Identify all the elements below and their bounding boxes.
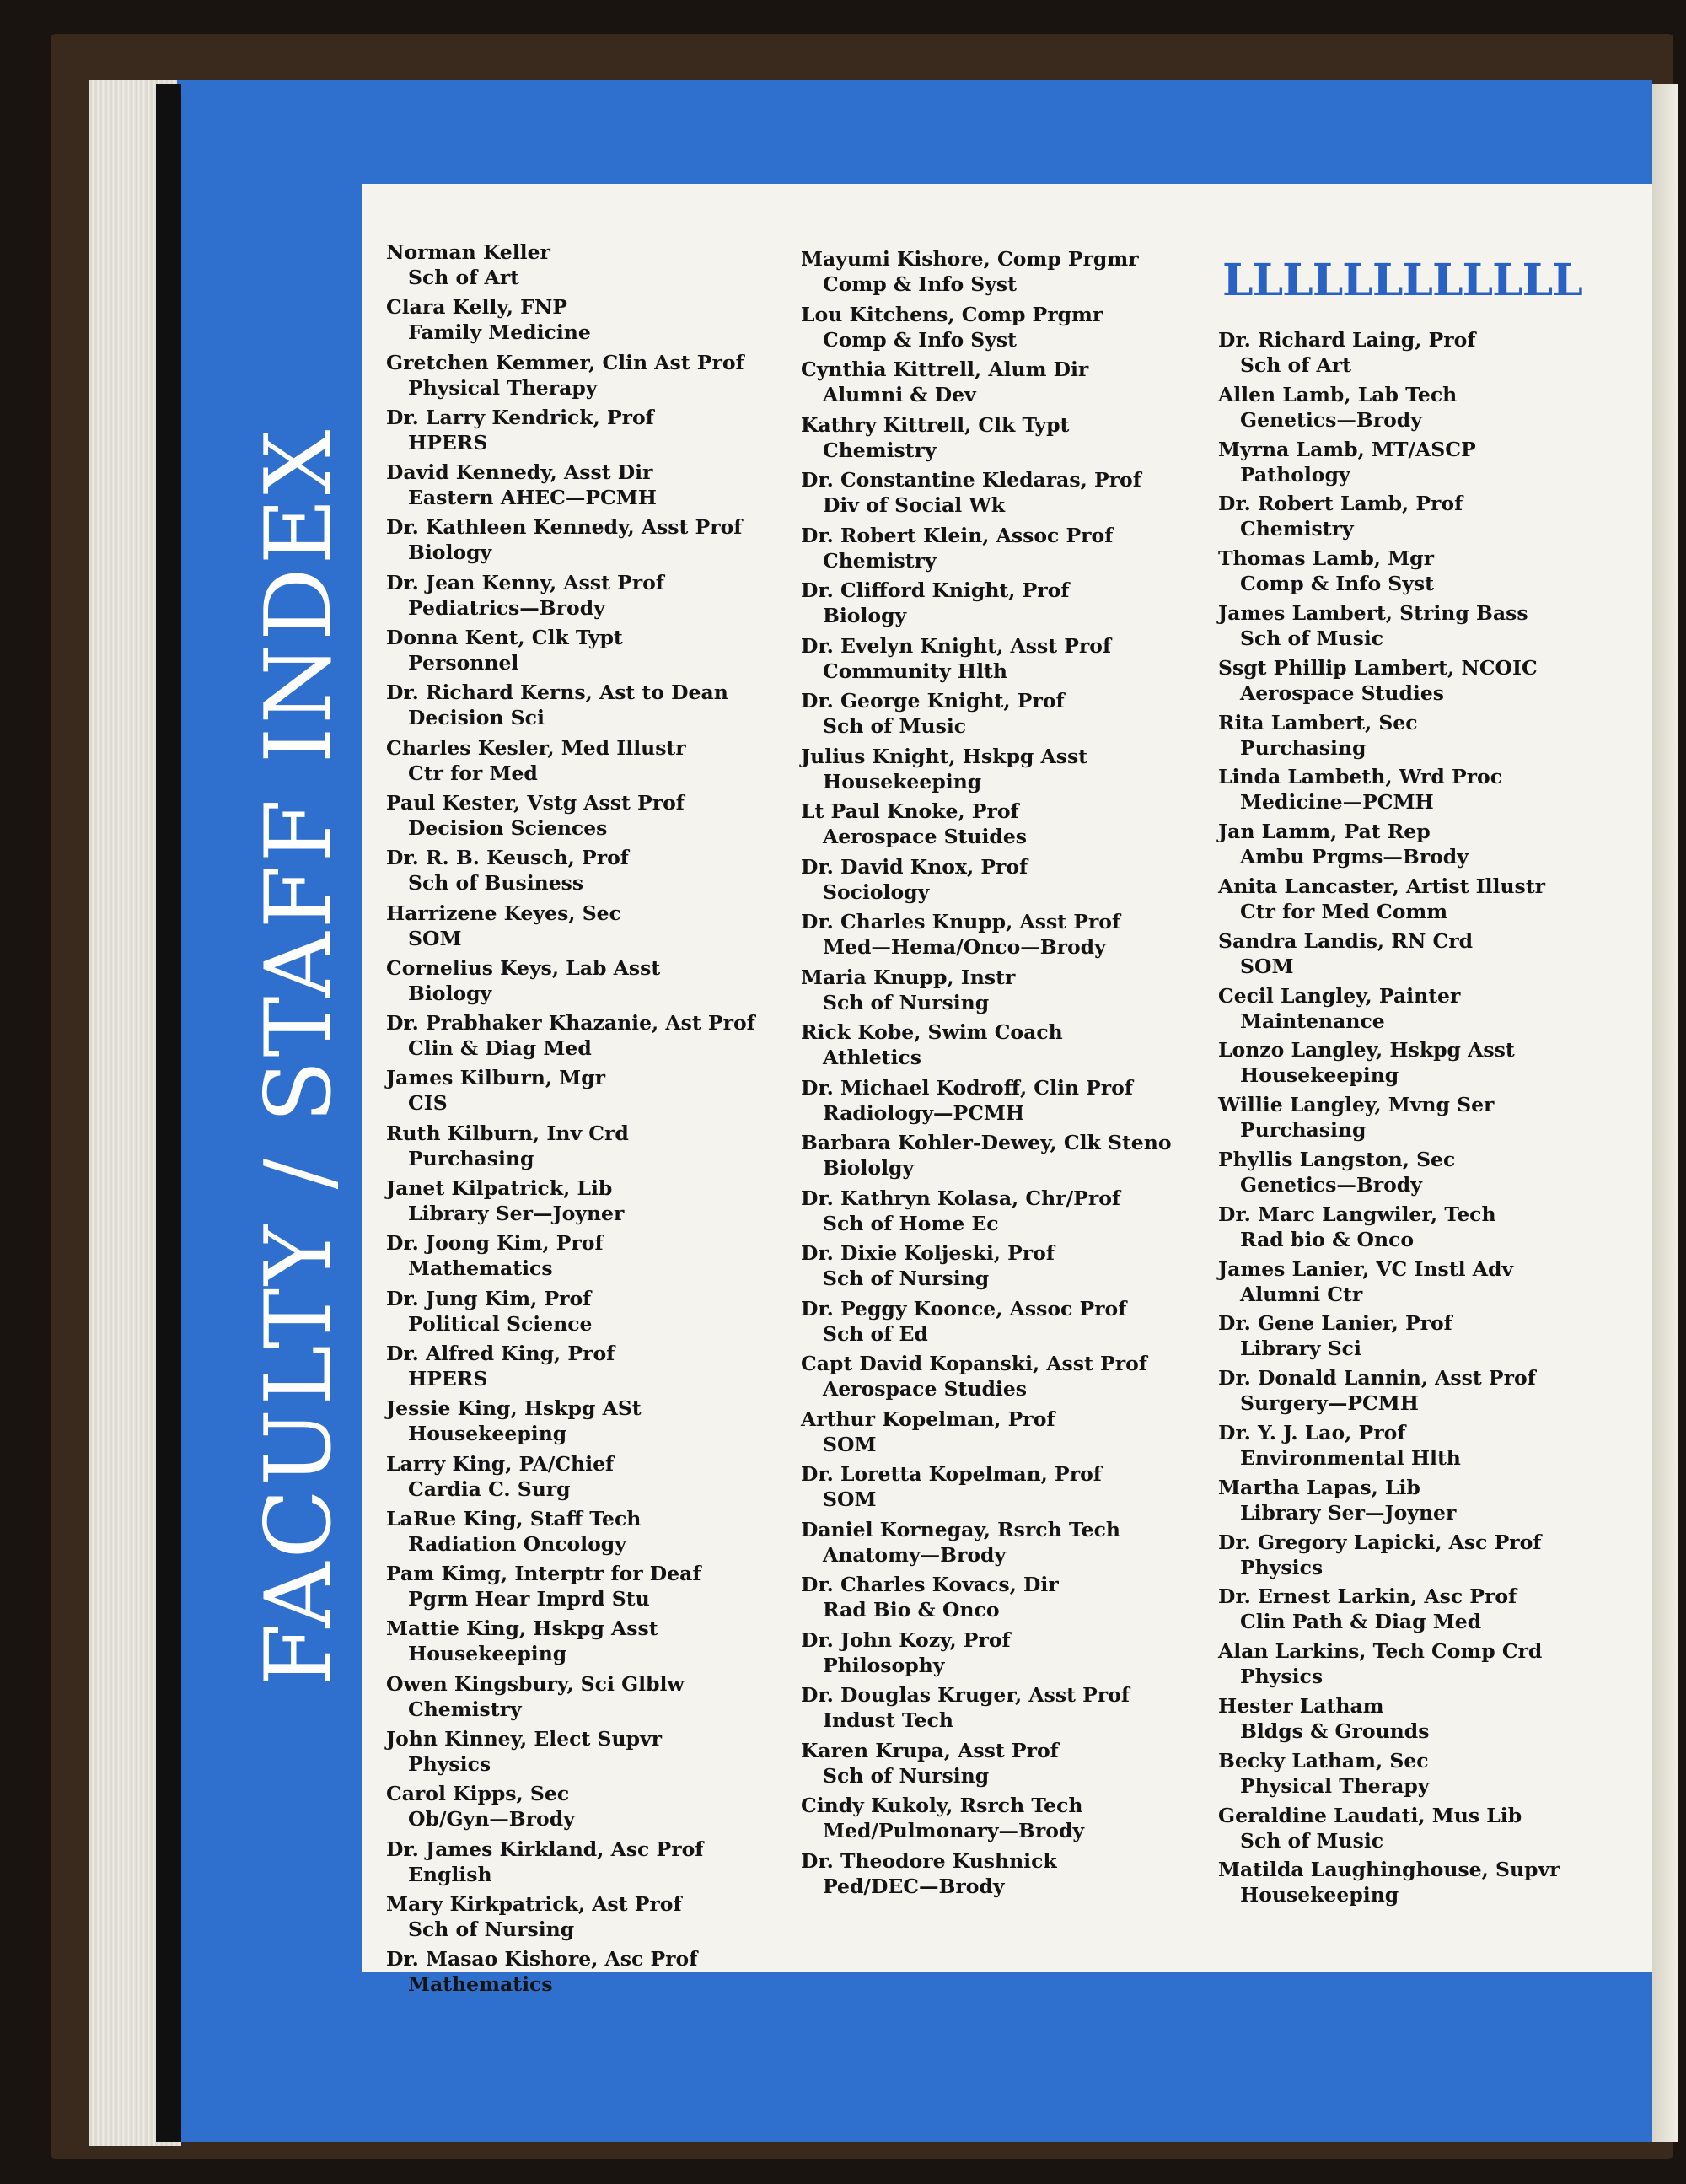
- index-entry: [1218, 928, 1623, 983]
- index-entry: [801, 1627, 1205, 1683]
- entry-department: Eastern AHEC—PCMH: [408, 486, 657, 510]
- entry-department: Sch of Art: [408, 266, 519, 289]
- index-entry: [1218, 437, 1623, 492]
- entry-department: Purchasing: [1240, 735, 1367, 760]
- entry-department: Alumni & Dev: [823, 383, 976, 406]
- index-entry: [386, 1451, 791, 1506]
- index-entry: [386, 1671, 791, 1726]
- entry-name: Dr. Douglas Kruger, Asst Prof: [801, 1683, 1130, 1707]
- index-entry: [1218, 1693, 1623, 1748]
- index-entry: [801, 1075, 1205, 1131]
- index-entry: [801, 1019, 1205, 1075]
- entry-name: Maria Knupp, Instr: [801, 965, 1016, 989]
- entry-name: Dr. Clifford Knight, Prof: [801, 578, 1070, 602]
- index-entry: [386, 1726, 791, 1781]
- entry-name: Dr. Charles Kovacs, Dir: [801, 1573, 1059, 1596]
- entry-department: HPERS: [408, 430, 488, 455]
- entry-name: Rita Lambert, Sec: [1218, 710, 1418, 734]
- entry-name: Capt David Kopanski, Asst Prof: [801, 1352, 1147, 1375]
- entry-name: Myrna Lamb, MT/ASCP: [1218, 437, 1476, 461]
- entry-department: Housekeeping: [1240, 1883, 1399, 1907]
- index-entry: [1218, 1803, 1623, 1858]
- entry-name: Dr. Peggy Koonce, Assoc Prof: [801, 1296, 1127, 1321]
- entry-name: Owen Kingsbury, Sci Glblw: [386, 1671, 685, 1696]
- index-entry: [386, 350, 791, 405]
- entry-department: Community Hlth: [823, 659, 1007, 683]
- index-entry: [386, 1561, 791, 1616]
- entry-department: HPERS: [408, 1366, 488, 1391]
- entry-department: Housekeeping: [823, 769, 982, 793]
- index-entry: [801, 1738, 1205, 1794]
- entry-name: Hester Latham: [1218, 1693, 1384, 1718]
- index-entry: [386, 460, 791, 514]
- index-entry: [1218, 1365, 1623, 1420]
- index-entry: [1218, 491, 1623, 546]
- entry-department: SOM: [1240, 954, 1294, 978]
- entry-department: Environmental Hlth: [1240, 1445, 1461, 1470]
- entry-name: Norman Keller: [386, 240, 550, 264]
- entry-name: Matilda Laughinghouse, Supvr: [1218, 1858, 1560, 1882]
- entry-name: Jessie King, Hskpg ASt: [386, 1396, 642, 1421]
- entry-department: Comp & Info Syst: [823, 272, 1018, 296]
- entry-name: Martha Lapas, Lib: [1218, 1475, 1420, 1499]
- entry-department: Biology: [408, 541, 492, 565]
- index-entry: [386, 514, 791, 569]
- entry-name: James Kilburn, Mgr: [386, 1066, 606, 1090]
- entry-name: Phyllis Langston, Sec: [1218, 1147, 1456, 1171]
- entry-department: Maintenance: [1240, 1009, 1385, 1033]
- entry-department: Rad Bio & Onco: [823, 1598, 1000, 1622]
- entry-department: Ctr for Med Comm: [1240, 899, 1448, 923]
- entry-name: Ssgt Phillip Lambert, NCOIC: [1218, 655, 1538, 680]
- index-entry: [801, 302, 1205, 358]
- index-entry: [1218, 819, 1623, 874]
- entry-name: Mary Kirkpatrick, Ast Prof: [386, 1891, 682, 1916]
- entry-department: Med—Hema/Onco—Brody: [823, 935, 1106, 959]
- entry-department: Genetics—Brody: [1240, 1172, 1422, 1197]
- entry-name: Dr. Joong Kim, Prof: [386, 1231, 604, 1256]
- entry-name: Pam Kimg, Interptr for Deaf: [386, 1562, 701, 1586]
- index-entry: [386, 405, 791, 460]
- index-entry: [386, 955, 791, 1010]
- index-entry: [1218, 1584, 1623, 1638]
- index-entry: [801, 523, 1205, 578]
- index-entry: [386, 680, 791, 734]
- entry-name: Dr. Loretta Kopelman, Prof: [801, 1462, 1102, 1486]
- entry-name: Dr. Y. J. Lao, Prof: [1218, 1420, 1406, 1444]
- entry-name: Charles Kesler, Med Illustr: [386, 735, 686, 760]
- entry-department: Sch of Nursing: [823, 990, 990, 1014]
- entry-name: James Lambert, String Bass: [1218, 600, 1528, 625]
- entry-department: Library Ser—Joyner: [1240, 1500, 1457, 1525]
- entry-department: Medicine—PCMH: [1240, 790, 1434, 815]
- index-entry: [801, 854, 1205, 910]
- index-column-2: [801, 246, 1205, 1903]
- index-entry: [801, 1186, 1205, 1241]
- index-entry: [386, 845, 791, 900]
- entry-name: Dr. John Kozy, Prof: [801, 1627, 1011, 1652]
- entry-department: Pediatrics—Brody: [408, 595, 605, 620]
- entry-department: Bldgs & Grounds: [1240, 1719, 1430, 1743]
- index-entry: [1218, 1748, 1623, 1803]
- entry-name: Dr. George Knight, Prof: [801, 689, 1065, 713]
- index-entry: [801, 1572, 1205, 1627]
- entry-department: Aerospace Stuides: [823, 825, 1028, 848]
- index-entry: [386, 1837, 791, 1891]
- entry-department: Comp & Info Syst: [823, 327, 1018, 352]
- entry-name: Allen Lamb, Lab Tech: [1218, 382, 1458, 406]
- index-entry: [801, 1517, 1205, 1573]
- entry-name: Cecil Langley, Painter: [1218, 983, 1461, 1008]
- entry-department: Indust Tech: [823, 1708, 953, 1732]
- entry-name: Janet Kilpatrick, Lib: [386, 1176, 613, 1201]
- entry-name: Carol Kipps, Sec: [386, 1782, 570, 1806]
- entry-department: Sch of Ed: [823, 1321, 928, 1346]
- entry-name: James Lanier, VC Instl Adv: [1218, 1256, 1514, 1281]
- entry-name: Cynthia Kittrell, Alum Dir: [801, 358, 1089, 381]
- index-entry: [1218, 710, 1623, 765]
- entry-name: Thomas Lamb, Mgr: [1218, 546, 1434, 571]
- index-entry: [1218, 1310, 1623, 1365]
- index-entry: [801, 1461, 1205, 1517]
- entry-name: Rick Kobe, Swim Coach: [801, 1020, 1063, 1044]
- entry-name: Cornelius Keys, Lab Asst: [386, 955, 661, 980]
- index-entry: [1218, 1475, 1623, 1530]
- entry-department: CIS: [408, 1091, 448, 1116]
- entry-department: Surgery—PCMH: [1240, 1391, 1419, 1416]
- entry-name: Dr. Alfred King, Prof: [386, 1341, 615, 1365]
- entry-department: Genetics—Brody: [1240, 407, 1422, 432]
- entry-department: Housekeeping: [1240, 1063, 1399, 1088]
- entry-department: Cardia C. Surg: [408, 1477, 571, 1501]
- entry-department: Athletics: [823, 1046, 921, 1069]
- entry-department: Pgrm Hear Imprd Stu: [408, 1587, 650, 1611]
- index-entry: [386, 1781, 791, 1836]
- entry-name: Dr. James Kirkland, Asc Prof: [386, 1837, 704, 1861]
- entry-name: Dr. Marc Langwiler, Tech: [1218, 1202, 1496, 1226]
- index-entry: [801, 744, 1205, 799]
- entry-department: Sociology: [823, 880, 930, 904]
- index-column-3: [1218, 327, 1623, 1912]
- entry-department: Med/Pulmonary—Brody: [823, 1819, 1085, 1842]
- entry-department: Aerospace Studies: [823, 1377, 1028, 1401]
- index-entry: [1218, 382, 1623, 437]
- entry-name: Cindy Kukoly, Rsrch Tech: [801, 1794, 1083, 1817]
- index-entry: [1218, 764, 1623, 819]
- index-entry: [801, 1682, 1205, 1738]
- entry-name: Arthur Kopelman, Prof: [801, 1407, 1055, 1431]
- entry-department: Sch of Music: [823, 714, 967, 738]
- index-entry: [1218, 1147, 1623, 1202]
- book-spine: [156, 84, 181, 2142]
- entry-department: Radiation Oncology: [408, 1531, 626, 1556]
- index-entry: [386, 1175, 791, 1230]
- entry-name: Dr. Dixie Koljeski, Prof: [801, 1241, 1055, 1265]
- index-entry: [386, 570, 791, 625]
- index-entry: [1218, 1420, 1623, 1475]
- entry-department: Sch of Business: [408, 871, 584, 896]
- index-entry: [801, 799, 1205, 854]
- entry-department: Sch of Nursing: [823, 1267, 990, 1290]
- entry-department: Decision Sci: [408, 706, 545, 730]
- entry-department: Physics: [408, 1752, 491, 1777]
- index-entry: [386, 1341, 791, 1396]
- index-entry: [1218, 327, 1623, 382]
- index-entry: [1218, 1857, 1623, 1912]
- entry-department: Ctr for Med: [408, 761, 538, 785]
- index-entry: [1218, 1256, 1623, 1311]
- entry-department: Sch of Home Ec: [823, 1211, 999, 1235]
- entry-department: Physics: [1240, 1555, 1324, 1579]
- entry-name: Barbara Kohler-Dewey, Clk Steno: [801, 1131, 1172, 1154]
- entry-name: Karen Krupa, Asst Prof: [801, 1738, 1059, 1762]
- entry-department: Chemistry: [823, 548, 937, 573]
- entry-department: SOM: [408, 926, 462, 950]
- index-entry: [1218, 600, 1623, 655]
- entry-department: Clin Path & Diag Med: [1240, 1610, 1482, 1634]
- entry-department: Chemistry: [1240, 517, 1354, 541]
- entry-name: Dr. Jean Kenny, Asst Prof: [386, 570, 664, 594]
- entry-department: Aerospace Studies: [1240, 680, 1445, 705]
- index-entry: [386, 790, 791, 845]
- entry-name: Dr. Larry Kendrick, Prof: [386, 405, 654, 429]
- index-entry: [1218, 1037, 1623, 1092]
- entry-name: Larry King, PA/Chief: [386, 1451, 615, 1476]
- index-entry: [386, 1286, 791, 1341]
- entry-department: Housekeeping: [408, 1642, 567, 1666]
- entry-department: Sch of Music: [1240, 626, 1384, 650]
- index-entry: [386, 1065, 791, 1120]
- letter-header: LLLLLLLLLLLL: [1222, 255, 1582, 306]
- index-entry: [801, 1407, 1205, 1462]
- index-entry: [386, 1396, 791, 1450]
- entry-department: Purchasing: [408, 1146, 534, 1170]
- entry-name: Donna Kent, Clk Typt: [386, 626, 623, 650]
- entry-name: Lt Paul Knoke, Prof: [801, 799, 1019, 823]
- index-entry: [386, 625, 791, 680]
- entry-department: Library Sci: [1240, 1337, 1361, 1361]
- entry-department: Ambu Prgms—Brody: [1240, 845, 1469, 869]
- entry-name: Dr. Constantine Kledaras, Prof: [801, 468, 1141, 492]
- entry-name: Dr. Richard Kerns, Ast to Dean: [386, 680, 728, 705]
- entry-name: Kathry Kittrell, Clk Typt: [801, 412, 1070, 437]
- entry-department: Mathematics: [408, 1256, 553, 1281]
- entry-department: Political Science: [408, 1311, 593, 1336]
- entry-name: Dr. Evelyn Knight, Asst Prof: [801, 633, 1112, 658]
- entry-name: Julius Knight, Hskpg Asst: [801, 744, 1088, 768]
- entry-name: Dr. Michael Kodroff, Clin Prof: [801, 1075, 1133, 1100]
- entry-department: Biololgy: [823, 1156, 915, 1180]
- entry-name: Anita Lancaster, Artist Illustr: [1218, 874, 1546, 898]
- entry-name: Clara Kelly, FNP: [386, 295, 567, 320]
- index-entry: [1218, 1638, 1623, 1693]
- entry-name: Jan Lamm, Pat Rep: [1218, 820, 1431, 844]
- entry-department: Chemistry: [408, 1697, 522, 1721]
- entry-name: David Kennedy, Asst Dir: [386, 460, 653, 485]
- entry-department: Alumni Ctr: [1240, 1282, 1363, 1306]
- entry-department: Family Medicine: [408, 320, 591, 345]
- entry-name: Paul Kester, Vstg Asst Prof: [386, 790, 685, 815]
- entry-name: Dr. Jung Kim, Prof: [386, 1286, 592, 1310]
- index-entry: [386, 1946, 791, 2001]
- entry-name: Geraldine Laudati, Mus Lib: [1218, 1803, 1522, 1827]
- entry-department: Library Ser—Joyner: [408, 1202, 625, 1226]
- entry-department: Clin & Diag Med: [408, 1036, 592, 1061]
- entry-department: Radiology—PCMH: [823, 1100, 1025, 1125]
- index-entry: [1218, 1202, 1623, 1256]
- entry-department: Sch of Nursing: [408, 1917, 575, 1941]
- entry-name: Dr. Ernest Larkin, Asc Prof: [1218, 1584, 1517, 1609]
- index-column-1: [386, 239, 791, 2002]
- entry-name: Alan Larkins, Tech Comp Crd: [1218, 1639, 1543, 1664]
- entry-department: Anatomy—Brody: [823, 1542, 1007, 1567]
- index-entry: [1218, 546, 1623, 600]
- entry-name: Dr. Richard Laing, Prof: [1218, 328, 1476, 352]
- entry-department: Div of Social Wk: [823, 493, 1005, 517]
- entry-name: Dr. Gregory Lapicki, Asc Prof: [1218, 1530, 1542, 1554]
- entry-name: John Kinney, Elect Supvr: [386, 1727, 663, 1751]
- entry-department: Housekeeping: [408, 1422, 567, 1446]
- entry-department: Comp & Info Syst: [1240, 572, 1435, 596]
- entry-name: Ruth Kilburn, Inv Crd: [386, 1121, 629, 1145]
- entry-department: Physical Therapy: [408, 375, 598, 400]
- index-entry: [386, 901, 791, 955]
- right-page-edge: [1652, 84, 1678, 2142]
- index-entry: [801, 1296, 1205, 1352]
- index-entry: [1218, 874, 1623, 928]
- index-entry: [386, 1616, 791, 1670]
- section-title: FACULTY / STAFF INDEX: [246, 426, 352, 1686]
- entry-department: Chemistry: [823, 438, 937, 462]
- entry-name: Dr. Kathryn Kolasa, Chr/Prof: [801, 1186, 1121, 1210]
- entry-name: Willie Langley, Mvng Ser: [1218, 1093, 1495, 1117]
- index-entry: [801, 578, 1205, 633]
- index-entry: [801, 1793, 1205, 1848]
- entry-name: Dr. Kathleen Kennedy, Asst Prof: [386, 515, 743, 540]
- index-entry: [801, 467, 1205, 523]
- entry-department: Biology: [408, 981, 492, 1005]
- entry-name: Gretchen Kemmer, Clin Ast Prof: [386, 350, 744, 374]
- entry-department: Pathology: [1240, 462, 1350, 487]
- entry-department: Ped/DEC—Brody: [823, 1874, 1005, 1898]
- index-entry: [801, 633, 1205, 689]
- entry-name: Daniel Kornegay, Rsrch Tech: [801, 1517, 1120, 1541]
- entry-name: Dr. Robert Klein, Assoc Prof: [801, 523, 1114, 547]
- index-entry: [386, 735, 791, 790]
- entry-name: Dr. Donald Lannin, Asst Prof: [1218, 1366, 1536, 1391]
- entry-name: Dr. Masao Kishore, Asc Prof: [386, 1947, 698, 1972]
- index-entry: [801, 1848, 1205, 1904]
- entry-name: Becky Latham, Sec: [1218, 1748, 1429, 1772]
- index-entry: [386, 1230, 791, 1285]
- entry-department: Sch of Music: [1240, 1828, 1384, 1853]
- entry-department: SOM: [823, 1432, 877, 1456]
- index-entry: [1218, 983, 1623, 1038]
- index-entry: [386, 239, 791, 294]
- entry-name: Dr. Robert Lamb, Prof: [1218, 492, 1463, 516]
- entry-department: Sch of Art: [1240, 353, 1351, 377]
- entry-name: Dr. R. B. Keusch, Prof: [386, 846, 629, 870]
- entry-department: Philosophy: [823, 1653, 945, 1677]
- entry-name: Mayumi Kishore, Comp Prgmr: [801, 247, 1139, 271]
- entry-name: Lonzo Langley, Hskpg Asst: [1218, 1038, 1515, 1062]
- entry-department: Purchasing: [1240, 1118, 1367, 1143]
- entry-department: Ob/Gyn—Brody: [408, 1807, 575, 1832]
- entry-department: Physics: [1240, 1665, 1324, 1689]
- index-entry: [801, 412, 1205, 468]
- index-entry: [386, 1010, 791, 1065]
- index-entry: [386, 1506, 791, 1561]
- entry-department: Mathematics: [408, 1972, 553, 1997]
- entry-name: Sandra Landis, RN Crd: [1218, 928, 1474, 953]
- entry-department: Personnel: [408, 651, 519, 675]
- index-entry: [801, 1130, 1205, 1186]
- entry-department: Physical Therapy: [1240, 1773, 1430, 1798]
- index-entry: [801, 965, 1205, 1020]
- entry-name: Dr. Gene Lanier, Prof: [1218, 1311, 1452, 1336]
- entry-department: English: [408, 1862, 492, 1886]
- index-entry: [801, 688, 1205, 744]
- index-entry: [386, 1121, 791, 1175]
- index-entry: [801, 357, 1205, 412]
- entry-name: Linda Lambeth, Wrd Proc: [1218, 765, 1503, 789]
- entry-department: Rad bio & Onco: [1240, 1227, 1415, 1251]
- entry-name: Lou Kitchens, Comp Prgmr: [801, 302, 1103, 326]
- entry-name: Mattie King, Hskpg Asst: [386, 1616, 658, 1641]
- entry-name: Harrizene Keyes, Sec: [386, 901, 621, 925]
- entry-name: LaRue King, Staff Tech: [386, 1506, 642, 1530]
- index-entry: [801, 1351, 1205, 1407]
- entry-name: Dr. David Knox, Prof: [801, 854, 1028, 879]
- entry-name: Dr. Theodore Kushnick: [801, 1848, 1057, 1873]
- entry-name: Dr. Prabhaker Khazanie, Ast Prof: [386, 1011, 755, 1036]
- index-entry: [386, 1891, 791, 1946]
- index-entry: [801, 1240, 1205, 1296]
- index-entry: [386, 294, 791, 349]
- index-entry: [1218, 1092, 1623, 1147]
- entry-department: Biology: [823, 604, 907, 627]
- entry-department: Decision Sciences: [408, 815, 608, 840]
- index-entry: [801, 246, 1205, 302]
- index-entry: [1218, 1530, 1623, 1584]
- index-entry: [1218, 655, 1623, 710]
- entry-department: SOM: [823, 1487, 877, 1511]
- index-entry: [801, 909, 1205, 965]
- entry-department: Sch of Nursing: [823, 1763, 990, 1788]
- entry-name: Dr. Charles Knupp, Asst Prof: [801, 910, 1121, 933]
